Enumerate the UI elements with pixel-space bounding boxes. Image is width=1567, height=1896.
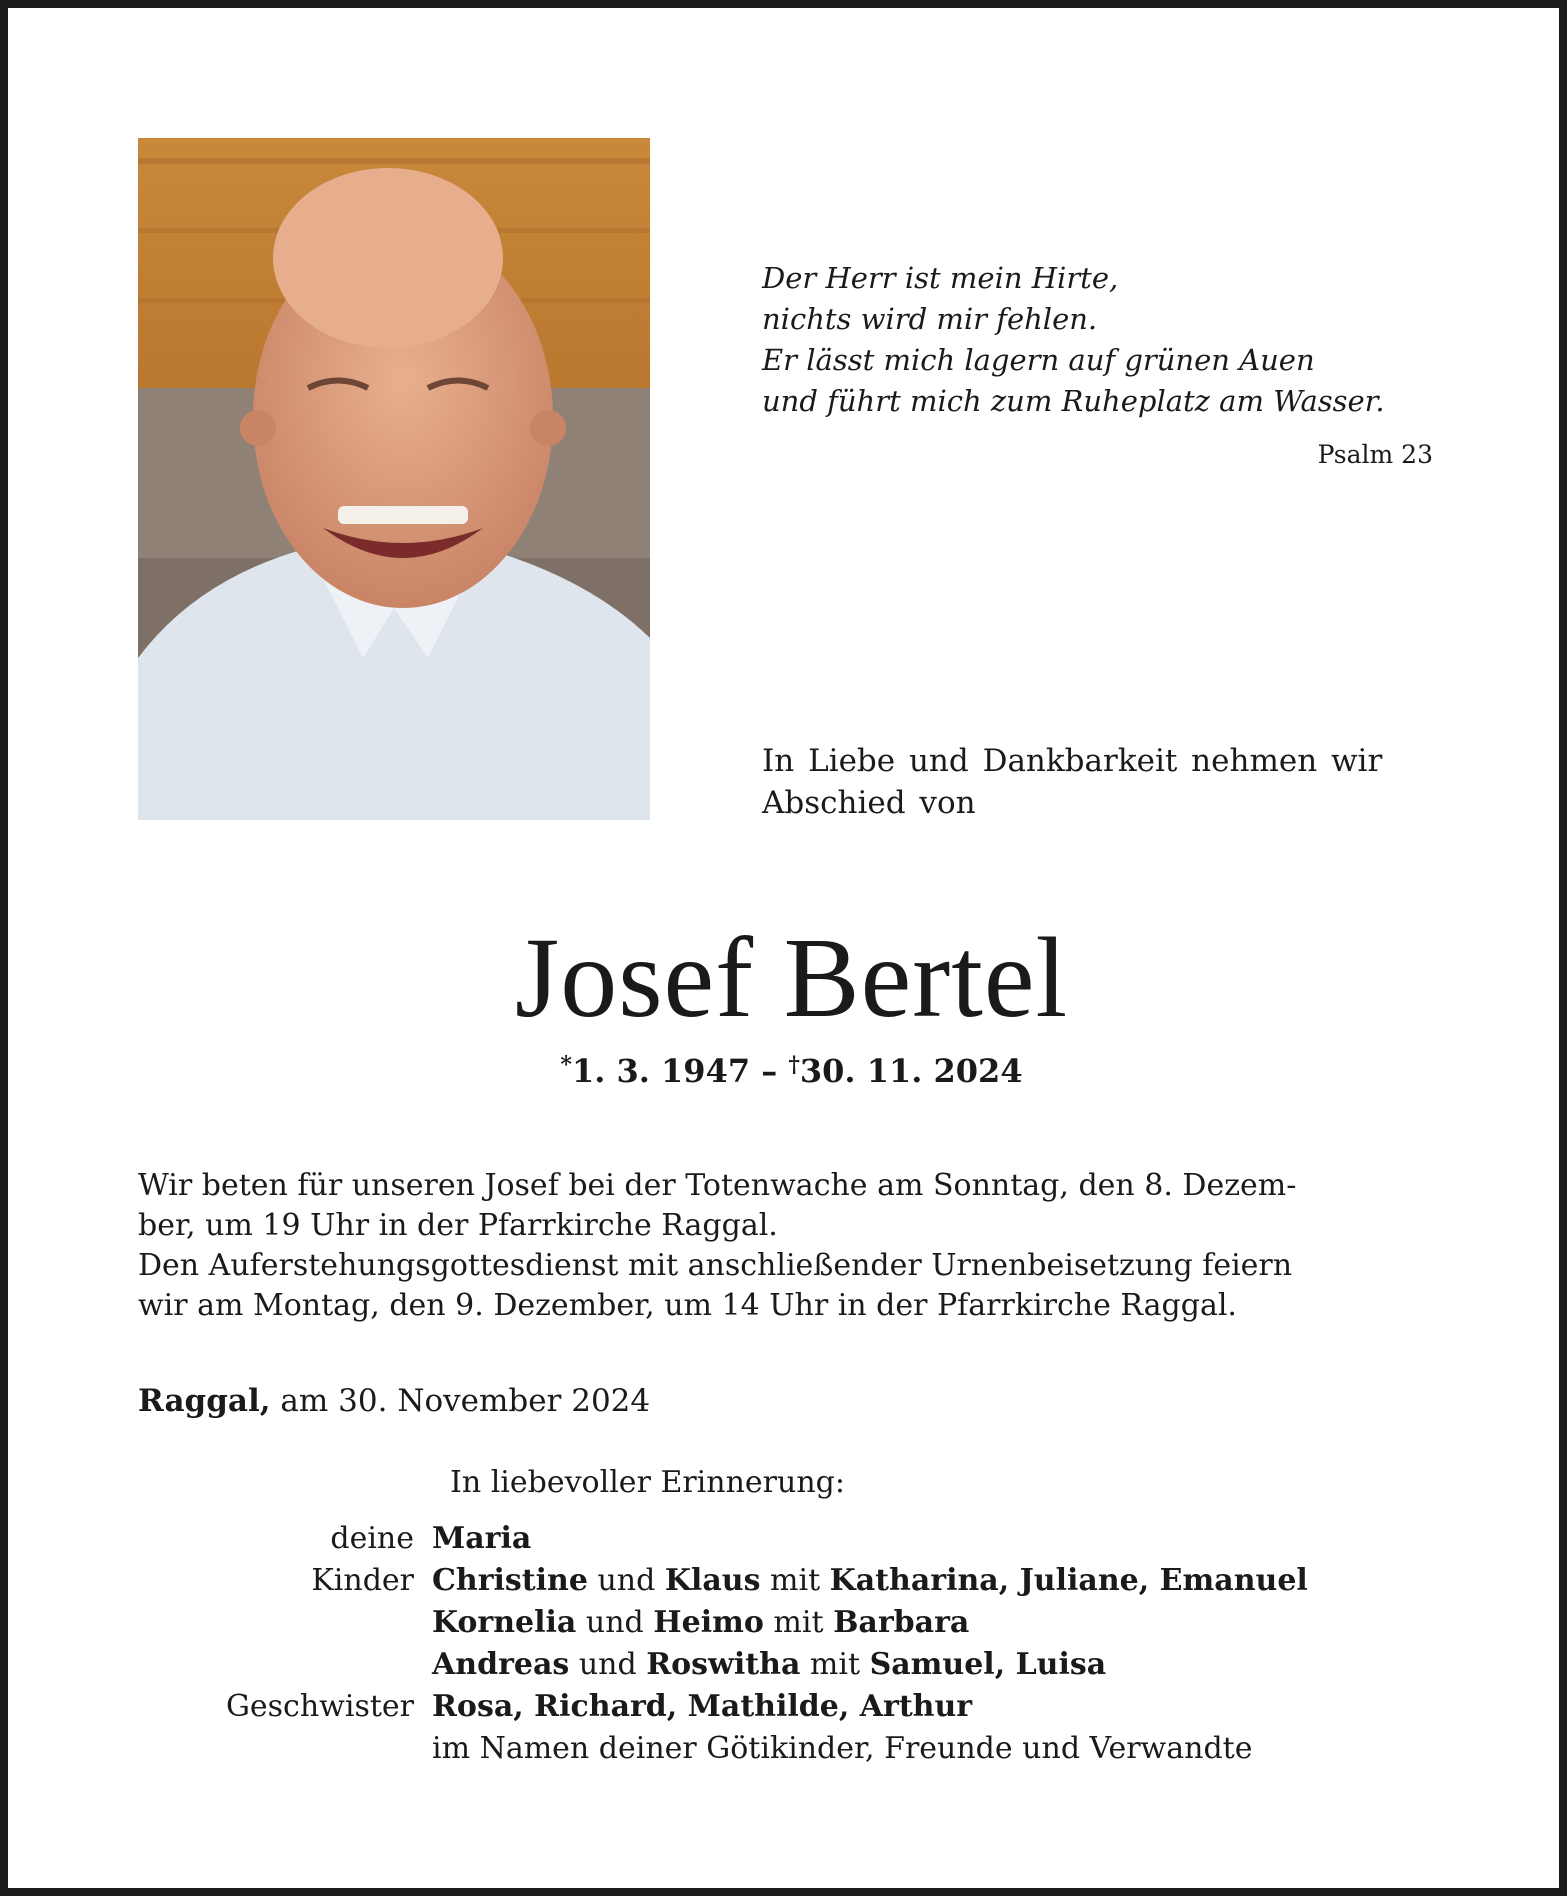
sibling-names: Rosa, Richard, Mathilde, Arthur [432,1689,973,1724]
psalm-line: Der Herr ist mein Hirte, [762,261,1119,295]
partner-name: Klaus [664,1563,761,1598]
portrait-photo [138,138,650,820]
announcement-line: Den Auferstehungsgottesdienst mit anschließender Urnenbeisetzung feiern [138,1248,1293,1283]
psalm-reference: Psalm 23 [1317,440,1433,469]
connector-und: und [587,1563,665,1598]
birth-symbol: * [560,1052,572,1078]
connector-mit: mit [763,1605,834,1640]
mourners-list [138,1518,1448,1770]
announcement-line: Wir beten für unseren Josef bei der Totenwache am Sonntag, den 8. Dezem- [138,1168,1297,1203]
child-name: Andreas [432,1647,570,1682]
relation-label: deine [330,1521,414,1556]
psalm-line: und führt mich zum Ruheplatz am Wasser. [762,384,1385,418]
connector-mit: mit [800,1647,870,1682]
connector-und: und [569,1647,647,1682]
relation-label: Geschwister [225,1689,414,1724]
portrait-illustration [138,138,650,820]
place-name: Raggal, [138,1383,271,1419]
death-date: 30. 11. 2024 [799,1052,1023,1090]
deceased-name: Josef Bertel [514,914,1069,1041]
relation-label: Kinder [311,1563,414,1598]
notice-date: am 30. November 2024 [270,1383,651,1419]
mourner-row [138,1560,1448,1602]
memory-heading: In liebevoller Erinnerung: [450,1465,845,1500]
relation-label-empty [138,1644,432,1686]
announcement-line: ber, um 19 Uhr in der Pfarrkirche Raggal. [138,1208,778,1243]
mourner-row [138,1644,1448,1686]
spouse-name: Maria [432,1521,532,1556]
grandchildren-names: Samuel, Luisa [869,1647,1107,1682]
mourner-names [432,1560,1448,1602]
connector-und: und [576,1605,654,1640]
child-name: Kornelia [432,1605,577,1640]
connector-mit: mit [760,1563,830,1598]
mourner-names [432,1686,1448,1728]
relation-label-empty [138,1728,432,1770]
psalm-line: nichts wird mir fehlen. [762,302,1098,336]
life-dates [8,1043,1567,1093]
psalm-line: Er lässt mich lagern auf grünen Auen [762,343,1315,377]
partner-name: Roswitha [646,1647,801,1682]
intro-line: In Liebe und Dankbarkeit nehmen wir [762,743,1383,779]
mourner-names [432,1644,1448,1686]
birth-date: 1. 3. 1947 [571,1052,751,1090]
mourner-row [138,1728,1448,1770]
mourner-names [432,1518,1448,1560]
mourner-row [138,1518,1448,1560]
date-separator: – [750,1052,789,1090]
place-and-date [138,1380,650,1422]
death-symbol: † [788,1052,800,1078]
mourner-row [138,1602,1448,1644]
intro-line: Abschied von [762,785,976,821]
psalm-verse [762,258,1462,422]
announcement-line: wir am Montag, den 9. Dezember, um 14 Uhr in der Pfarrkirche Raggal. [138,1288,1237,1323]
partner-name: Heimo [653,1605,764,1640]
service-announcement [138,1166,1448,1326]
grandchildren-names: Katharina, Juliane, Emanuel [829,1563,1308,1598]
mourner-row [138,1686,1448,1728]
closing-line: im Namen deiner Götikinder, Freunde und Verwandte [432,1731,1253,1766]
farewell-intro [762,740,1442,824]
child-name: Christine [432,1563,588,1598]
relation-label-empty [138,1602,432,1644]
grandchildren-names: Barbara [833,1605,970,1640]
mourner-names [432,1602,1448,1644]
